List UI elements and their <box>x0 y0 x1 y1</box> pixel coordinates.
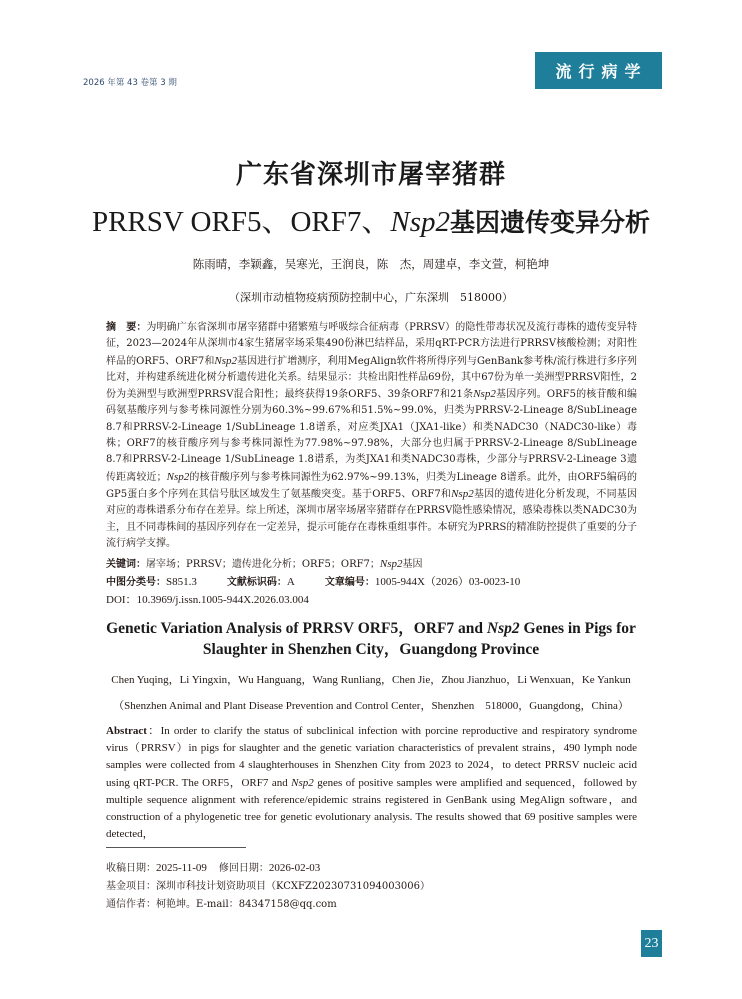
section-badge: 流行病学 <box>535 52 662 89</box>
clc-label: 中图分类号： <box>106 577 166 588</box>
footnote-fund <box>106 877 430 892</box>
article-no-value: 1005-944X（2026）03-0023-10 <box>374 576 521 588</box>
colon: ： <box>146 725 161 737</box>
received-label: 收稿日期： <box>106 863 156 874</box>
doc-code-value: A <box>286 576 295 588</box>
abstract-cn-label: 摘 要： <box>106 322 147 333</box>
affiliation-cn: （深圳市动植物疫病预防控制中心，广东深圳 518000） <box>229 291 513 304</box>
title-cn-prefix: PRRSV ORF5、ORF7、 <box>91 206 391 238</box>
gene-name: Nsp2 <box>451 487 474 500</box>
page-number: 23 <box>641 930 662 957</box>
gene-name: Nsp2 <box>379 558 403 570</box>
title-cn-line2 <box>0 199 742 240</box>
title-en <box>96 618 646 660</box>
revised-label: 修回日期： <box>218 863 269 874</box>
doc-code-label: 文献标识码： <box>226 577 287 588</box>
title-cn-suffix: 基因遗传变异分析 <box>450 208 651 237</box>
gene-name: Nsp2 <box>214 354 237 367</box>
article-no-label: 文章编号： <box>324 577 375 588</box>
title-en-part2: Genes in Pigs for Slaughter in Shenzhen City，Guangdong Province <box>202 620 636 658</box>
keywords <box>106 555 637 570</box>
abstract-cn-text: 基因进行扩增测序，利用MegAlign软件将所得序列与GenBank参考株/流行株进行多序列比对，并构建系统进化树分析遗传进化关系。结果显示：共检出阳性样品69份，其中67份为单一美洲型PRRSV阳性，2份为美洲型与欧洲型PRRSV混合阳性；最终获得19条ORF5、39条ORF7和21条 <box>106 355 638 401</box>
title-cn-gene: Nsp2 <box>390 206 451 238</box>
doi-label: DOI： <box>106 594 137 606</box>
keywords-label: 关键词： <box>106 559 146 570</box>
footnote-corresponding <box>106 895 337 910</box>
abstract-en <box>106 723 637 843</box>
abstract-cn-text: 基因序列。ORF5的核苷酸和编码氨基酸序列与参考株同源性分别为60.3%~99.67%和51.5%~99.0%，归类为PRRSV-2-Lineage 8/SubLineage 8.7和PRRSV-2-Lineage 1/SubLineage 1.8谱系，对应类JXA1（JXA1-like）和类NADC30（NADC30-like）毒株；ORF7的核苷酸序列与参考株同源性为77.98%~97.98%，大部分也归属于PRRSV-2-Lineage 8/SubLineage 8.7和PRRSV-2-Lineage 1/SubLineage 1.8谱系，为类JXA1和类NADC30毒株，少部分与PRRSV-2-Lineage 3遗传距离较近； <box>106 389 637 483</box>
abstract-en-label: Abstract <box>106 725 147 737</box>
doi-link[interactable]: 10.3969/j.issn.1005-944X.2026.03.004 <box>136 594 309 606</box>
footnote-divider <box>106 847 246 848</box>
classification-line <box>106 573 637 589</box>
footnote-dates <box>106 859 320 874</box>
title-cn-line1: 广东省深圳市屠宰猪群 <box>235 160 506 190</box>
authors-en: Chen Yuqing，Li Yingxin，Wu Hanguang，Wang Runliang，Chen Jie，Zhou Jianzhuo，Li Wenxuan，Ke Yankun <box>111 674 631 686</box>
abstract-cn-text: 为明确广东省深圳市屠宰猪群中猪繁殖与呼吸综合征病毒（PRRSV）的隐性带毒状况及流行毒株的遗传变异特征，2023—2024年从深圳市4家生猪屠宰场采集490份淋巴结样品，采用qRT-PCR方法进行PRRSV核酸检测；对阳性样品的ORF5、ORF7和 <box>106 322 638 367</box>
clc-value: S851.3 <box>166 576 197 588</box>
keywords-suffix: 基因 <box>402 559 423 570</box>
journal-issue: 2026 年第 43 卷第 3 期 <box>83 78 177 88</box>
received-date: 2025-11-09 <box>156 862 207 874</box>
fund-label: 基金项目： <box>106 881 156 892</box>
fund-value: 深圳市科技计划资助项目（KCXFZ20230731094003006） <box>156 881 431 892</box>
authors-cn: 陈雨晴，李颖鑫，吴寒光，王润良，陈 杰，周建卓，李文萱，柯艳坤 <box>192 257 550 271</box>
doi-line <box>106 591 637 607</box>
affiliation-en: （Shenzhen Animal and Plant Disease Prevention and Control Center，Shenzhen 518000，Guangdong，China） <box>113 700 629 712</box>
abstract-cn-text: 基因的遗传进化分析发现，不同基因对应的毒株谱系分布存在差异。综上所述，深圳市屠宰场屠宰猪群存在PRRSV隐性感染情况，感染毒株以类NADC30为主，且不同毒株间的基因序列存在一定差异，提示可能存在毒株重组事件。本研究为PRRS的精准防控提供了重要的分子流行病学支撑。 <box>106 488 638 549</box>
gene-name: Nsp2 <box>291 776 314 789</box>
gene-name: Nsp2 <box>473 388 496 401</box>
revised-date: 2026-02-03 <box>268 862 321 874</box>
gene-name: Nsp2 <box>486 620 520 637</box>
abstract-en-text: In order to clarify the status of subclinical infection with porcine reproductive and respiratory syndrome virus（PRRSV）in pigs for slaughter and the genetic variation characteristics of prevalent strains，490 lymph node samples were collected from 4 slaughterhouses in Shenzhen City from 2023 to 2024，to detect PRRSV nucleic acid using qRT-PCR. The ORF5，ORF7 and <box>106 725 637 789</box>
abstract-en-text: genes of positive samples were amplified and sequenced，followed by multiple sequence alignment with reference/epidemic strains registered in GenBank using MegAlign software，and construction of a phylogenetic tree for genetic evolutionary analysis. The results showed that 69 positive samples were detected， <box>106 776 638 841</box>
abstract-cn-text: 的核苷酸序列与参考株同源性为62.97%~99.13%，归类为Lineage 8谱系。此外，由ORF5编码的GP5蛋白多个序列在其信号肽区域发生了氨基酸突变。基于ORF5、ORF7和 <box>106 471 638 500</box>
keywords-list: 屠宰场；PRRSV；遗传进化分析；ORF5；ORF7； <box>146 559 380 570</box>
corresponding-value: 柯艳坤。E-mail：84347158@qq.com <box>156 899 337 910</box>
corresponding-label: 通信作者： <box>106 899 156 910</box>
title-en-part1: Genetic Variation Analysis of PRRSV ORF5，ORF7 and <box>106 620 487 637</box>
gene-name: Nsp2 <box>166 470 190 483</box>
abstract-cn <box>106 320 637 552</box>
